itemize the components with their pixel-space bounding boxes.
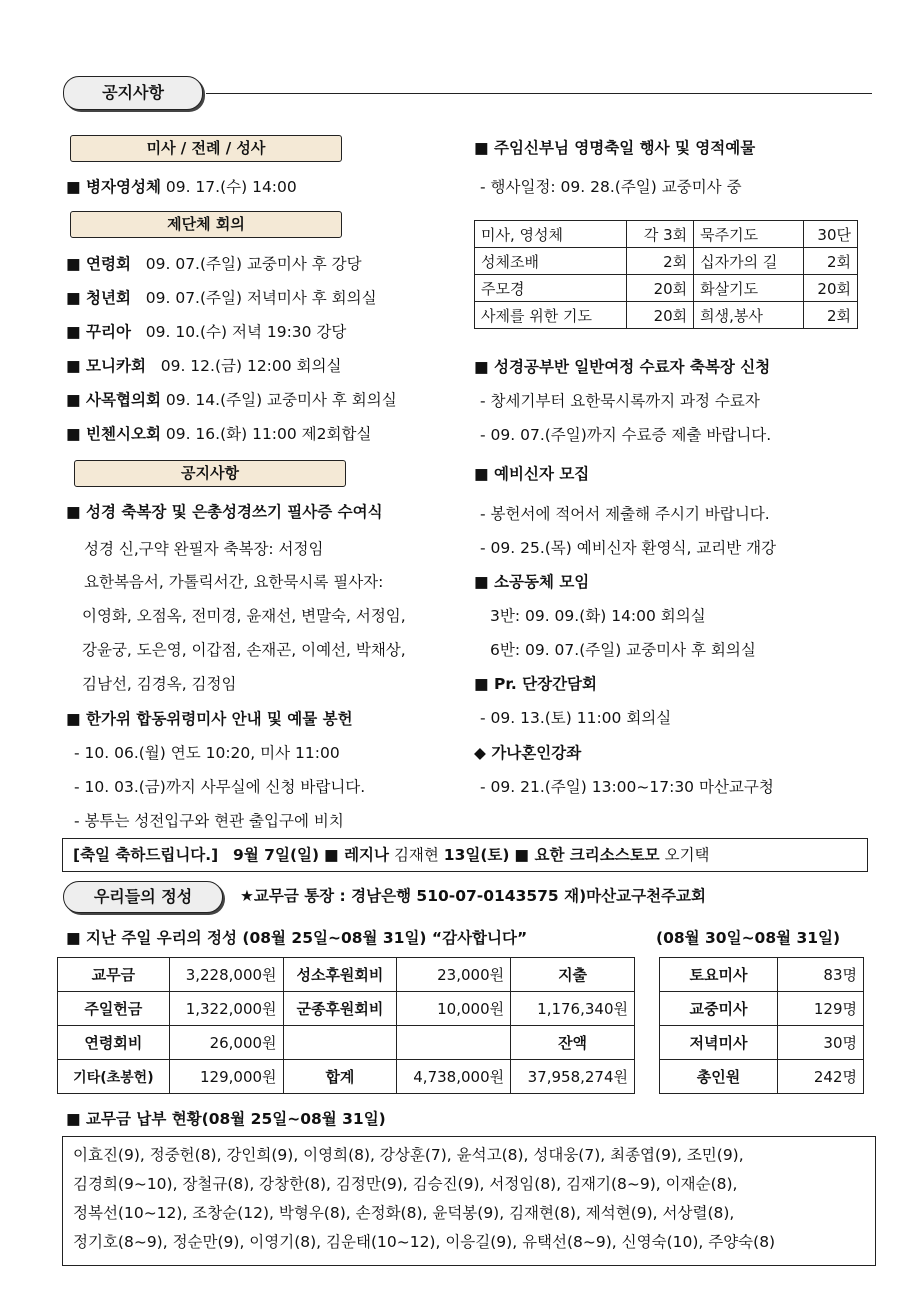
meeting-item: ■ 사목협의회 09. 14.(주일) 교중미사 후 회의실	[66, 391, 397, 409]
study-line: - 창세기부터 요한묵시록까지 과정 수료자	[480, 392, 760, 410]
table-cell: 묵주기도	[694, 221, 804, 248]
table-row	[58, 958, 635, 992]
table-cell	[397, 1026, 511, 1060]
table-row	[660, 1026, 864, 1060]
attendance-title: (08월 30일~08월 31일)	[656, 929, 841, 947]
payment-title: ■ 교무금 납부 현황(08월 25일~08월 31일)	[66, 1110, 386, 1128]
table-row	[475, 302, 858, 329]
catechumen-title: ■ 예비신자 모집	[474, 465, 590, 483]
table-cell: 저녁미사	[660, 1026, 778, 1060]
chuseok-title: ■ 한가위 합동위령미사 안내 및 예물 봉헌	[66, 710, 353, 728]
pr-title: ■ Pr. 단장간담회	[474, 675, 597, 693]
payment-line: 정복선(10~12), 조창순(12), 박형우(8), 손정화(8), 윤덕봉(9), 김재현(8), 제석현(9), 서상렬(8),	[73, 1204, 735, 1222]
finance-table	[57, 957, 635, 1094]
study-title: ■ 성경공부반 일반여정 수료자 축복장 신청	[474, 358, 771, 376]
payment-line: 이효진(9), 정중헌(8), 강인희(9), 이영희(8), 강상훈(7), 윤석고(8), 성대웅(7), 최종엽(9), 조민(9),	[73, 1146, 744, 1164]
table-cell: 사제를 위한 기도	[475, 302, 627, 329]
table-row	[58, 1060, 635, 1094]
table-cell: 129,000원	[169, 1060, 283, 1094]
table-cell: 주모경	[475, 275, 627, 302]
table-cell: 37,958,274원	[511, 1060, 635, 1094]
feast-date: 9월 7일(일)	[233, 846, 320, 864]
table-cell: 지출	[511, 958, 635, 992]
table-cell: 10,000원	[397, 992, 511, 1026]
council-band: 제단체 회의	[70, 211, 342, 238]
table-row	[475, 275, 858, 302]
bible-line: 성경 신,구약 완필자 축복장: 서정임	[84, 540, 324, 558]
cana-line: - 09. 21.(주일) 13:00~17:30 마산교구청	[480, 778, 774, 796]
chuseok-line: - 10. 06.(월) 연도 10:20, 미사 11:00	[74, 744, 340, 762]
feast-box: [축일 축하드립니다.] 9월 7일(일) ■ 레지나 김재현 13일(토) ■ 요한 크리소스토모 오기택	[62, 838, 868, 872]
community-line: 3반: 09. 09.(화) 14:00 회의실	[490, 607, 706, 625]
table-cell: 83명	[778, 958, 864, 992]
table-cell: 십자가의 길	[694, 248, 804, 275]
feast-person: 김재현	[393, 846, 439, 864]
table-cell: 20회	[803, 275, 857, 302]
table-row	[58, 1026, 635, 1060]
chuseok-line: - 10. 03.(금)까지 사무실에 신청 바랍니다.	[74, 778, 366, 796]
community-line: 6반: 09. 07.(주일) 교중미사 후 회의실	[490, 641, 756, 659]
feast-saint: 요한 크리소스토모	[534, 846, 660, 864]
table-cell: 군종후원회비	[283, 992, 397, 1026]
study-line: - 09. 07.(주일)까지 수료증 제출 바랍니다.	[480, 426, 772, 444]
table-cell: 토요미사	[660, 958, 778, 992]
table-cell: 2회	[803, 302, 857, 329]
table-row	[475, 248, 858, 275]
table-cell: 합계	[283, 1060, 397, 1094]
table-cell: 성체조배	[475, 248, 627, 275]
meeting-item: ■ 빈첸시오회 09. 16.(화) 11:00 제2회합실	[66, 425, 372, 443]
attendance-table	[659, 957, 864, 1094]
table-cell	[283, 1026, 397, 1060]
table-cell: 1,322,000원	[169, 992, 283, 1026]
catechumen-line: - 09. 25.(목) 예비신자 환영식, 교리반 개강	[480, 539, 777, 557]
cana-title: ◆ 가나혼인강좌	[474, 744, 582, 762]
meeting-item: ■ 청년회 09. 07.(주일) 저녁미사 후 회의실	[66, 289, 377, 307]
table-cell: 미사, 영성체	[475, 221, 627, 248]
spiritual-gift-table	[474, 220, 858, 329]
bible-line: 이영화, 오점옥, 전미경, 윤재선, 변말숙, 서정임,	[82, 607, 406, 625]
catechumen-line: - 봉헌서에 적어서 제출해 주시기 바랍니다.	[480, 505, 770, 523]
table-cell: 연령회비	[58, 1026, 170, 1060]
bible-line: 요한복음서, 가톨릭서간, 요한묵시록 필사자:	[84, 573, 384, 591]
pastor-line: - 행사일정: 09. 28.(주일) 교중미사 중	[480, 178, 742, 196]
table-cell: 4,738,000원	[397, 1060, 511, 1094]
table-cell: 주일헌금	[58, 992, 170, 1026]
payment-names-box	[62, 1136, 876, 1266]
table-cell: 교중미사	[660, 992, 778, 1026]
table-row	[660, 992, 864, 1026]
payment-line: 김경희(9~10), 장철규(8), 강창한(8), 김정만(9), 김승진(9), 서정임(8), 김재기(8~9), 이재순(8),	[73, 1175, 738, 1193]
table-cell: 2회	[803, 248, 857, 275]
table-row	[660, 958, 864, 992]
sick-communion: ■ 병자영성체 09. 17.(수) 14:00	[66, 178, 297, 196]
table-cell: 2회	[627, 248, 694, 275]
table-cell: 20회	[627, 302, 694, 329]
payment-line: 정기호(8~9), 정순만(9), 이영기(8), 김운태(10~12), 이응길(9), 유택선(8~9), 신영숙(10), 주양숙(8)	[73, 1233, 776, 1251]
table-cell: 30명	[778, 1026, 864, 1060]
table-cell: 26,000원	[169, 1026, 283, 1060]
account-info: ★교무금 통장 : 경남은행 510-07-0143575 재)마산교구천주교회	[240, 887, 706, 905]
table-cell: 242명	[778, 1060, 864, 1094]
table-cell: 30단	[803, 221, 857, 248]
offering-header: 우리들의 정성	[63, 881, 223, 913]
table-cell: 129명	[778, 992, 864, 1026]
bible-title: ■ 성경 축복장 및 은총성경쓰기 필사증 수여식	[66, 503, 383, 521]
last-week-title: ■ 지난 주일 우리의 정성 (08월 25일~08월 31일) “감사합니다”	[66, 929, 528, 947]
table-cell: 화살기도	[694, 275, 804, 302]
feast-person: 오기택	[664, 846, 710, 864]
pastor-title: ■ 주임신부님 영명축일 행사 및 영적예물	[474, 139, 756, 157]
table-cell: 23,000원	[397, 958, 511, 992]
community-title: ■ 소공동체 모임	[474, 573, 590, 591]
notice-band: 공지사항	[74, 460, 346, 487]
table-cell: 잔액	[511, 1026, 635, 1060]
table-cell: 기타(초봉헌)	[58, 1060, 170, 1094]
table-row	[660, 1060, 864, 1094]
mass-band: 미사 / 전례 / 성사	[70, 135, 342, 162]
table-cell: 3,228,000원	[169, 958, 283, 992]
table-cell: 성소후원회비	[283, 958, 397, 992]
pr-line: - 09. 13.(토) 11:00 회의실	[480, 709, 672, 727]
header-rule	[206, 93, 872, 94]
table-row	[475, 221, 858, 248]
feast-saint: 레지나	[344, 846, 389, 864]
table-cell: 총인원	[660, 1060, 778, 1094]
table-cell: 20회	[627, 275, 694, 302]
table-cell: 각 3회	[627, 221, 694, 248]
table-row	[58, 992, 635, 1026]
meeting-item: ■ 연령회 09. 07.(주일) 교중미사 후 강당	[66, 255, 362, 273]
table-cell: 교무금	[58, 958, 170, 992]
bible-line: 김남선, 김경옥, 김정임	[82, 675, 237, 693]
meeting-item: ■ 꾸리아 09. 10.(수) 저녁 19:30 강당	[66, 323, 347, 341]
meeting-item: ■ 모니카회 09. 12.(금) 12:00 회의실	[66, 357, 342, 375]
feast-date: 13일(토)	[443, 846, 510, 864]
bible-line: 강윤궁, 도은영, 이갑점, 손재곤, 이예선, 박채상,	[82, 641, 406, 659]
table-cell: 1,176,340원	[511, 992, 635, 1026]
chuseok-line: - 봉투는 성전입구와 현관 출입구에 비치	[74, 812, 344, 830]
table-cell: 희생,봉사	[694, 302, 804, 329]
notice-header: 공지사항	[63, 76, 203, 110]
feast-label: [축일 축하드립니다.]	[73, 846, 219, 864]
